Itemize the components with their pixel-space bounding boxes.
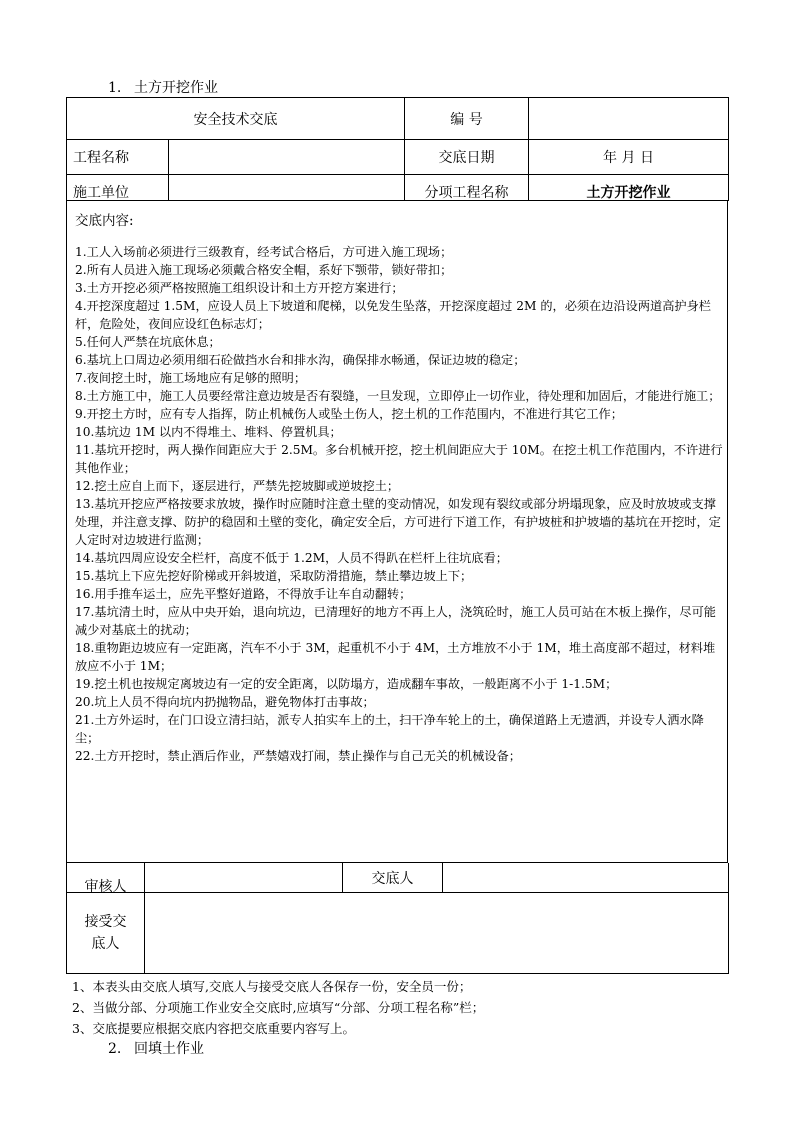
list-item: 21.土方外运时，在门口设立清扫站，派专人拍实车上的土，扫干净车轮上的土，确保道路上无遗洒，并设专人洒水降尘；: [75, 713, 704, 745]
project-name-label: 工程名称: [67, 140, 169, 175]
section-heading-1: [108, 79, 218, 97]
list-item: 17.基坑清土时，应从中央开始，退向坑边，已清理好的地方不再上人，浇筑砼时，施工人员可站在木板上操作，尽可能减少对基底土的扰动；: [75, 605, 716, 637]
section-number: 1.: [108, 80, 122, 96]
disclosure-content-box: [66, 201, 728, 863]
form-header-table: [66, 97, 729, 201]
number-field[interactable]: [529, 98, 729, 140]
construction-unit-label: 施工单位: [73, 185, 129, 200]
list-item: 7.夜间挖土时，施工场地应有足够的照明；: [75, 371, 307, 385]
section-heading-2: [108, 1040, 204, 1058]
list-item: 9.开挖土方时，应有专人指挥，防止机械伤人或坠土伤人，挖土机的工作范围内，不准进行其它工作；: [75, 407, 623, 421]
list-item: 8.土方施工中，施工人员要经常注意边坡是否有裂缝，一旦发现，立即停止一切作业，待处理和加固后，才能进行施工；: [75, 389, 721, 403]
list-item: 14.基坑四周应设安全栏杆，高度不低于 1.2M，人员不得趴在栏杆上往坑底看；: [75, 551, 508, 565]
list-item: 13.基坑开挖应严格按要求放坡，操作时应随时注意土壁的变动情况，如发现有裂纹或部分坍塌现象，应及时放坡或支撑处理，并注意支撑、防护的稳固和土壁的变化，确定安全后，方可进行下道工作，有护坡桩和护坡墙的基坑在开挖时，定人定时对边坡进行监测；: [75, 497, 721, 547]
list-item: 3.土方开挖必须严格按照施工组织设计和土方开挖方案进行；: [75, 281, 404, 295]
note-item: 2、当做分部、分项施工作业安全交底时,应填写“分部、分项工程名称”栏；: [72, 1000, 485, 1015]
list-item: 18.重物距边坡应有一定距离，汽车不小于 3M，起重机不小于 4M，土方堆放不小于 1M，堆土高度部不超过，材料堆放应不小于 1M；: [75, 641, 716, 673]
section-title: 土方开挖作业: [134, 80, 218, 96]
list-item: 22.土方开挖时，禁止酒后作业，严禁嬉戏打闹，禁止操作与自己无关的机械设备；: [75, 749, 521, 763]
list-item: 16.用手推车运土，应先平整好道路，不得放手让车自动翻转；: [75, 587, 412, 601]
list-item: 2.所有人员进入施工现场必须戴合格安全帽，系好下颚带，锁好带扣；: [75, 263, 453, 277]
project-name-field[interactable]: [169, 140, 405, 175]
disclosure-items-list: [75, 243, 727, 765]
date-field[interactable]: 年 月 日: [529, 140, 729, 175]
discloser-field[interactable]: [443, 863, 729, 893]
reviewer-field[interactable]: [145, 863, 343, 893]
list-item: 12.挖土应自上而下，逐层进行，严禁先挖坡脚或逆坡挖土；: [75, 479, 400, 493]
date-label: 交底日期: [405, 140, 529, 175]
list-item: 15.基坑上下应先挖好阶梯或开斜坡道，采取防滑措施，禁止攀边坡上下；: [75, 569, 473, 583]
number-label: 编 号: [405, 98, 529, 140]
receiver-label: 接受交 底人: [67, 893, 145, 974]
list-item: 10.基坑边 1M 以内不得堆土、堆料、停置机具；: [75, 425, 342, 439]
list-item: 4.开挖深度超过 1.5M，应设人员上下坡道和爬梯，以免发生坠落，开挖深度超过 2M 的，必须在边沿设两道高护身栏杆，危险处，夜间应设红色标志灯；: [75, 299, 711, 331]
reviewer-label: 审核人: [84, 878, 127, 895]
form-notes: [72, 976, 484, 1039]
form-title: 安全技术交底: [67, 98, 405, 140]
section-number: 2.: [108, 1041, 122, 1057]
receiver-field[interactable]: [145, 893, 729, 974]
subitem-name-label: 分项工程名称: [424, 185, 509, 200]
content-label: 交底内容:: [75, 213, 134, 229]
safety-disclosure-form: [66, 97, 728, 974]
section-title: 回填土作业: [134, 1041, 204, 1057]
list-item: 1.工人入场前必须进行三级教育，经考试合格后，方可进入施工现场；: [75, 245, 453, 259]
signature-table: [66, 863, 729, 974]
list-item: 5.任何人严禁在坑底休息；: [75, 335, 221, 349]
note-item: 3、交底提要应根据交底内容把交底重要内容写上。: [72, 1021, 355, 1036]
discloser-label: 交底人: [371, 870, 414, 887]
list-item: 6.基坑上口周边必须用细石砼做挡水台和排水沟，确保排水畅通，保证边坡的稳定；: [75, 353, 526, 367]
list-item: 11.基坑开挖时，两人操作间距应大于 2.5M。多台机械开挖，挖土机间距应大于 10M。在挖土机工作范围内，不许进行其他作业；: [75, 443, 723, 475]
note-item: 1、本表头由交底人填写,交底人与接受交底人各保存一份，安全员一份；: [72, 979, 472, 994]
list-item: 20.坑上人员不得向坑内扔抛物品，避免物体打击事故；: [75, 695, 375, 709]
construction-unit-field[interactable]: [169, 175, 405, 201]
subitem-name-value[interactable]: 土方开挖作业: [586, 185, 671, 200]
list-item: 19.挖土机也按规定离坡边有一定的安全距离，以防塌方，造成翻车事故，一般距离不小于 1-1.5M；: [75, 677, 618, 691]
